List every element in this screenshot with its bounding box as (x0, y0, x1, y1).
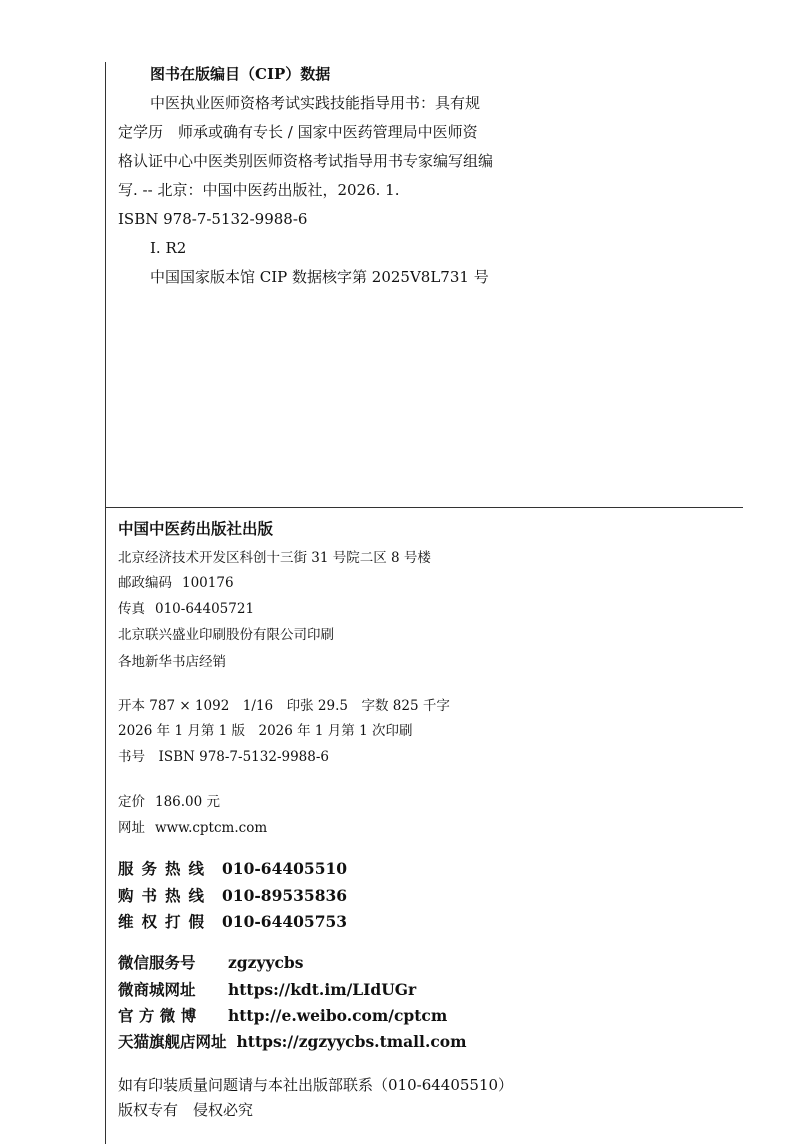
fax-value: 010-64405721 (155, 601, 255, 617)
social-value[interactable]: https://zgzyycbs.tmall.com (236, 1032, 467, 1051)
distributor: 各地新华书店经销 (118, 654, 226, 670)
hotline-row (118, 910, 347, 932)
postcode-value: 100176 (182, 575, 234, 591)
social-value[interactable]: http://e.weibo.com/cptcm (228, 1006, 448, 1025)
hotline-value: 010-64405510 (222, 859, 348, 878)
publisher-name: 中国中医药出版社出版 (118, 519, 274, 538)
hotline-value: 010-89535836 (222, 886, 348, 905)
cip-block (118, 60, 588, 292)
copyright-notice: 版权专有 侵权必究 (118, 1101, 254, 1119)
social-label: 天猫旗舰店网址 (118, 1032, 227, 1051)
social-row (118, 951, 303, 973)
hotline-label: 购书热线 (118, 886, 213, 905)
cip-number: 中国国家版本馆 CIP 数据核字第 2025V8L731 号 (150, 268, 489, 286)
cip-isbn: ISBN 978-7-5132-9988-6 (118, 210, 308, 228)
price-value: 186.00 元 (155, 794, 221, 810)
cip-classification: Ⅰ. R2 (150, 239, 187, 257)
book-number: 书号 ISBN 978-7-5132-9988-6 (118, 749, 330, 765)
social-row (118, 1004, 447, 1026)
hotline-row (118, 884, 347, 906)
website-label: 网址 (118, 820, 145, 836)
hotline-row (118, 857, 347, 879)
postcode-label: 邮政编码 (118, 575, 172, 591)
publisher-address: 北京经济技术开发区科创十三街 31 号院二区 8 号楼 (118, 550, 431, 566)
social-label: 微信服务号 (118, 953, 196, 972)
postcode-row (118, 571, 234, 591)
cip-desc-line-3: 格认证中心中医类别医师资格考试指导用书专家编写组编 (118, 152, 494, 170)
hotline-value: 010-64405753 (222, 912, 348, 931)
social-value: zgzyycbs (228, 953, 304, 972)
hotline-label: 维权打假 (118, 912, 213, 931)
printer: 北京联兴盛业印刷股份有限公司印刷 (118, 627, 334, 643)
cip-desc-line-1: 中医执业医师资格考试实践技能指导用书：具有规 (150, 94, 481, 112)
website-row (118, 816, 267, 836)
cip-title: 图书在版编目（CIP）数据 (150, 65, 331, 83)
social-row (118, 978, 416, 1000)
social-label: 官 方 微 博 (118, 1006, 197, 1025)
price-row (118, 790, 220, 810)
fax-label: 传真 (118, 601, 145, 617)
social-label: 微商城网址 (118, 980, 196, 999)
cip-desc-line-4: 写. -- 北京：中国中医药出版社，2026. 1. (118, 181, 400, 199)
social-value[interactable]: https://kdt.im/LIdUGr (228, 980, 417, 999)
quality-notice: 如有印装质量问题请与本社出版部联系（010-64405510） (118, 1076, 514, 1094)
price-label: 定价 (118, 794, 145, 810)
fax-row (118, 597, 254, 617)
website-value[interactable]: www.cptcm.com (155, 820, 268, 836)
format-spec: 开本 787 × 1092 1/16 印张 29.5 字数 825 千字 (118, 698, 450, 714)
vertical-rule (105, 62, 106, 1144)
hotline-label: 服务热线 (118, 859, 213, 878)
edition-spec: 2026 年 1 月第 1 版 2026 年 1 月第 1 次印刷 (118, 723, 413, 739)
social-row (118, 1030, 467, 1052)
cip-desc-line-2: 定学历 师承或确有专长 / 国家中医药管理局中医师资 (118, 123, 478, 141)
horizontal-rule (105, 507, 743, 508)
